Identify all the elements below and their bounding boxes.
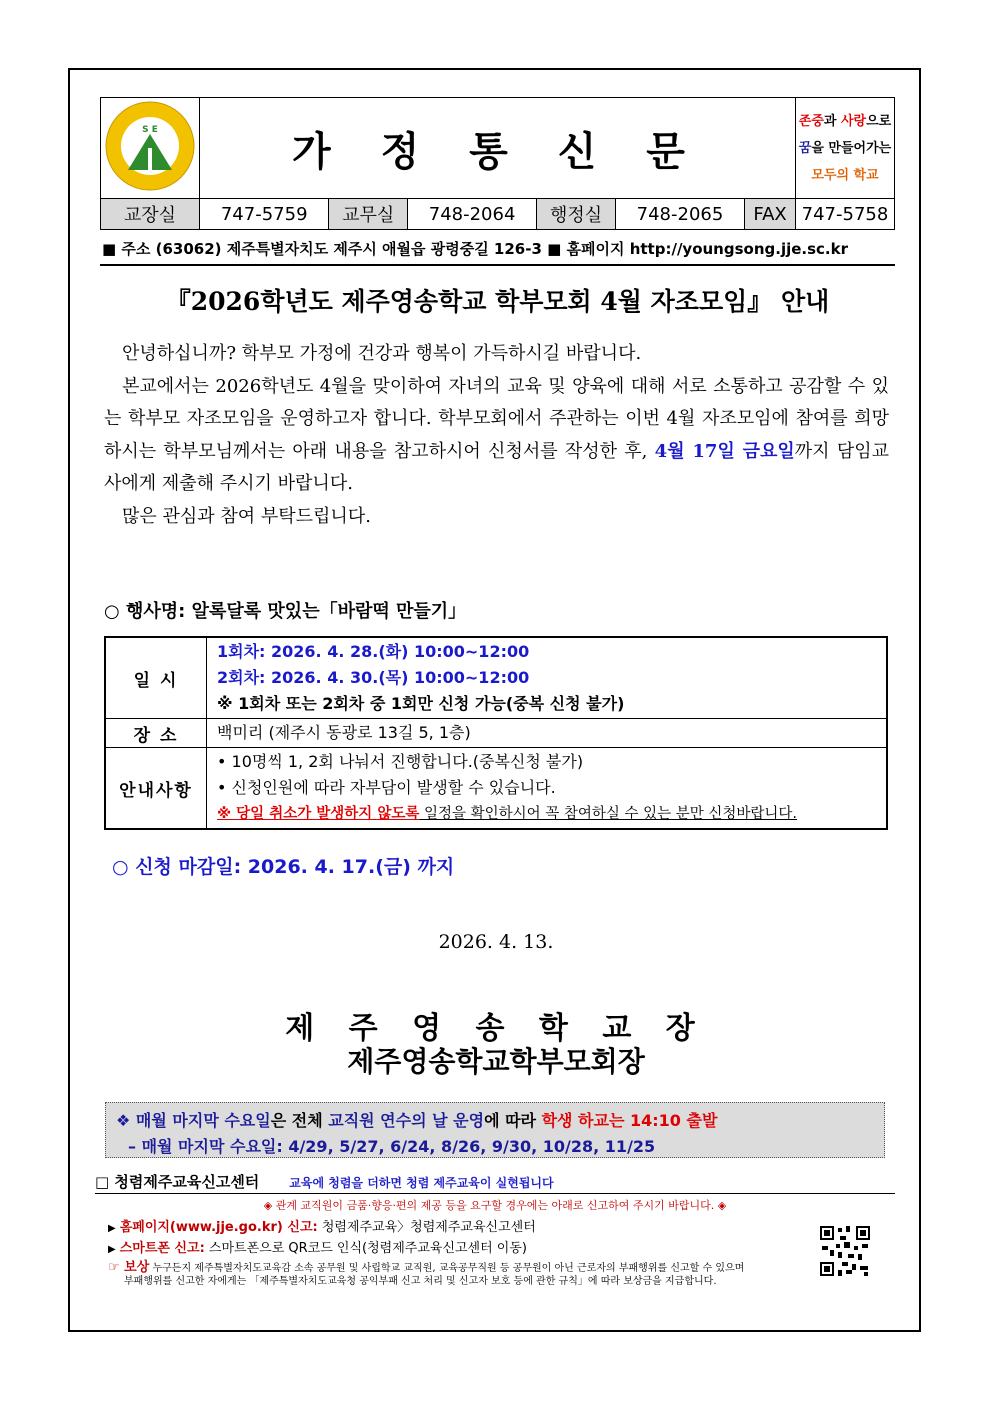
note-item xyxy=(217,801,876,827)
title-cell xyxy=(200,98,796,199)
notice-dates: – 매월 마지막 수요일: 4/29, 5/27, 6/24, 8/26, 9/30, 10/28, 11/25 xyxy=(128,1137,656,1156)
notice-bullet: ❖ xyxy=(116,1111,136,1130)
divider xyxy=(100,264,895,266)
report-label: 스마트폰 신고: xyxy=(119,1241,205,1256)
triangle-icon: ▶ xyxy=(108,1244,116,1255)
wednesday-notice xyxy=(105,1102,885,1158)
notes-label: 안내사항 xyxy=(105,748,207,830)
slogan-word: 과 xyxy=(823,113,841,129)
warning-text: ※ 당일 취소가 발생하지 않도록 xyxy=(217,806,420,822)
phone-number: 747-5758 xyxy=(796,199,895,230)
phone-number: 748-2064 xyxy=(407,199,536,230)
notice-text: 매월 마지막 수요일 xyxy=(135,1111,271,1130)
school-address: ■ 주소 (63062) 제주특별자치도 제주시 애월읍 광령중길 126-3 ■ 홈페이지 http://youngsong.jje.sc.kr xyxy=(102,240,848,258)
report-smartphone xyxy=(108,1237,527,1256)
phone-row xyxy=(101,199,895,230)
triangle-icon: ▶ xyxy=(108,1223,116,1234)
application-deadline: ○ 신청 마감일: 2026. 4. 17.(금) 까지 xyxy=(112,856,455,878)
school-logo xyxy=(101,98,200,199)
document-title: 『2026학년도 제주영송학교 학부모회 4월 자조모임』 안내 xyxy=(165,287,830,316)
notice-text: 은 전체 xyxy=(270,1111,329,1130)
report-title: □ 청렴제주교육신고센터 xyxy=(95,1173,260,1191)
svg-text:S E: S E xyxy=(142,125,158,135)
paragraph: 많은 관심과 참여 부탁드립니다. xyxy=(122,505,371,527)
slogan-word: 모두의 학교 xyxy=(811,167,879,183)
report-subtitle: ◈ 관계 교직원이 금품·향응·편의 제공 등을 요구할 경우에는 아래로 신고하여 주시기 바랍니다. ◈ xyxy=(263,1199,727,1212)
report-reward-cont xyxy=(124,1272,717,1288)
note-item: • 신청인원에 따라 자부담이 발생할 수 있습니다. xyxy=(217,778,556,797)
session-2: 2회차: 2026. 4. 30.(목) 10:00~12:00 xyxy=(217,668,530,687)
slogan-word: 사랑 xyxy=(840,113,867,129)
phone-label: 교무실 xyxy=(329,199,407,230)
report-value: 부패행위를 신고한 자에게는 「제주특별자치도교육청 공익부패 신고 처리 및 신고자 보호 등에 관한 규칙」에 따라 보상금을 지급합니다. xyxy=(124,1276,717,1287)
place-value: 백미리 (제주시 동광로 13길 5, 1층) xyxy=(217,723,471,742)
note-text: 일정을 확인하시어 꼭 참여하실 수 있는 분만 신청바랍니다. xyxy=(419,806,798,822)
event-name: ○ 행사명: 알록달록 맛있는「바람떡 만들기」 xyxy=(104,601,467,622)
integrity-report-center xyxy=(95,1171,895,1192)
phone-number: 747-5759 xyxy=(200,199,329,230)
notice-text: 학생 하교는 14:10 출발 xyxy=(541,1111,718,1130)
notice-text: 교직원 연수의 날 운영 xyxy=(328,1111,485,1130)
letter-body xyxy=(104,338,889,533)
note-item: • 10명씩 1, 2회 나눠서 진행합니다.(중복신청 불가) xyxy=(217,752,584,771)
slogan-word: 꿈 xyxy=(798,140,812,156)
report-value: 청렴제주교육〉청렴제주교육신고센터 xyxy=(317,1220,536,1235)
session-1: 1회차: 2026. 4. 28.(화) 10:00~12:00 xyxy=(217,642,530,661)
school-slogan xyxy=(796,98,895,199)
date-label: 일 시 xyxy=(105,637,207,719)
header-table xyxy=(100,97,895,230)
slogan-word: 으로 xyxy=(866,113,892,129)
report-slogan: 교육에 청렴을 더하면 청렴 제주교육이 실현됩니다 xyxy=(289,1176,554,1190)
paragraph-text: 까지 담임교사에게 제출해 주시기 바랍니다. xyxy=(104,440,889,494)
page-title: 가 정 통 신 문 xyxy=(292,127,703,175)
phone-label: FAX xyxy=(745,199,796,230)
session-note: ※ 1회차 또는 2회차 중 1회만 신청 가능(중복 신청 불가) xyxy=(217,694,625,713)
paragraph-text: 본교에서는 2026학년도 4월을 맞이하여 자녀의 교육 및 양육에 대해 서로 소통하고 공감할 수 있는 학부모 자조모임을 운영하고자 합니다. 학부모회에서 주관하는 이번 4월 자조모임에 참여를 희망하시는 학부모님께서는 아래 내용을 참고하시어 신청서를 작성한 후, xyxy=(104,375,889,462)
phone-label: 교장실 xyxy=(101,199,200,230)
principal-signature: 제 주 영 송 학 교 장 xyxy=(285,1011,707,1046)
phone-label: 행정실 xyxy=(537,199,615,230)
deadline-highlight: 4월 17일 금요일 xyxy=(654,440,795,462)
paragraph xyxy=(104,371,889,501)
slogan-word: 존중 xyxy=(798,113,824,129)
school-logo-icon xyxy=(104,100,196,192)
notice-text: 에 따라 xyxy=(484,1111,542,1130)
place-label: 장 소 xyxy=(105,719,207,748)
notes-values xyxy=(207,748,888,830)
divider xyxy=(95,1193,895,1194)
report-homepage xyxy=(108,1216,536,1235)
slogan-word: 을 만들어가는 xyxy=(811,140,892,156)
paragraph: 안녕하십니까? 학부모 가정에 건강과 행복이 가득하시길 바랍니다. xyxy=(122,343,642,364)
phone-number: 748-2065 xyxy=(615,199,744,230)
issue-date: 2026. 4. 13. xyxy=(438,931,554,953)
qr-code-icon[interactable] xyxy=(818,1224,872,1278)
report-value: 스마트폰으로 QR코드 인식(청렴제주교육신고센터 이동) xyxy=(204,1241,527,1256)
report-label: ☞ 보상 xyxy=(108,1260,150,1275)
report-value: 누구든지 제주특별자치도교육감 소속 공무원 및 사립학교 교직원, 교육공무직원 등 공무원이 아닌 근로자의 부패행위를 신고할 수 있으며 xyxy=(149,1263,745,1274)
event-info-table xyxy=(104,636,888,830)
pta-president-signature: 제주영송학교학부모회장 xyxy=(347,1045,645,1078)
notice-line xyxy=(116,1108,717,1131)
report-label: 홈페이지(www.jje.go.kr) 신고: xyxy=(119,1220,318,1235)
date-values xyxy=(207,637,888,719)
